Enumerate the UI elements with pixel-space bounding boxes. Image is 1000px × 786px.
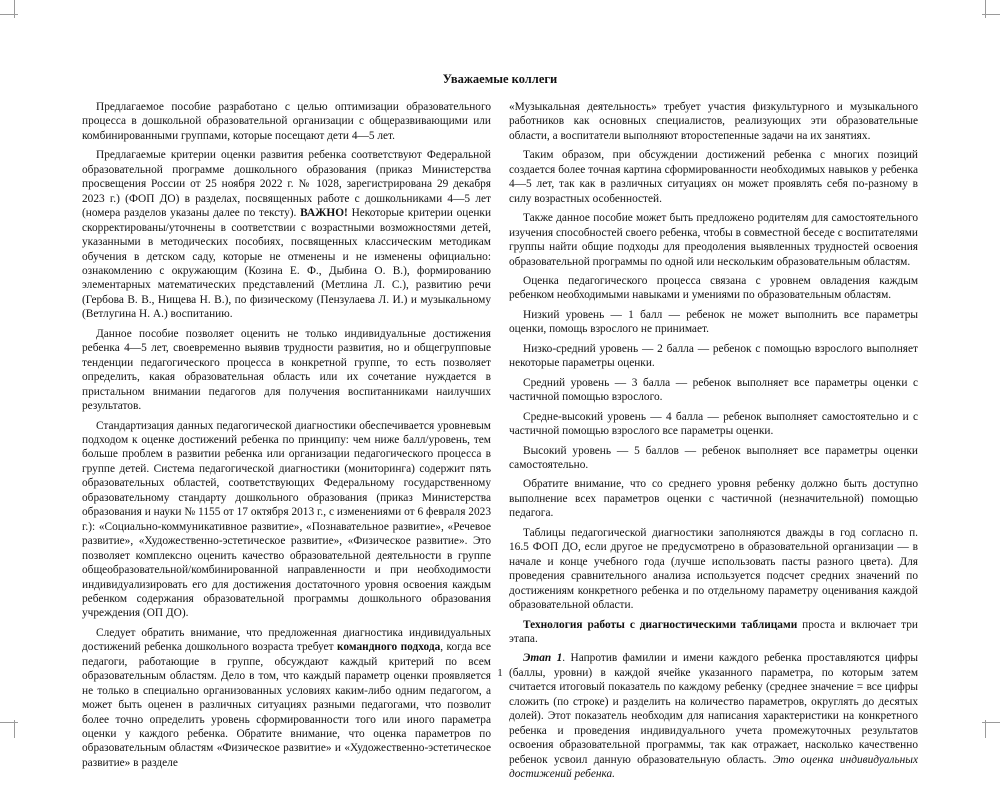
paragraph: Следует обратить внимание, что предложенная диагностика индивидуальных достижений ребенка дошкольного возраста требует командного подхода, когда все педагоги, работающие в группе, обсуждают каждый критерий по всем образовательным областям. Дело в том, что каждый параметр оценки проявляется не только в специально организованных условиях каким-либо одним педагогом, а может быть оценен в различных ситуациях разными педагогами, что позволит более точно определить уровень сформированности того или иного параметра оценки у каждого ребенка. Обратите внимание, что оценка параметров по образовательным областям «Физическое развитие» и «Художественно-эстетическое развитие» в разделе (82, 626, 491, 769)
paragraph: Низко-средний уровень — 2 балла — ребенок с помощью взрослого выполняет некоторые параметры оценки. (509, 342, 918, 370)
paragraph: Средний уровень — 3 балла — ребенок выполняет все параметры оценки с частичной помощью взрослого. (509, 376, 918, 404)
paragraph: Стандартизация данных педагогической диагностики обеспечивается уровневым подходом к оценке достижений ребенка по принципу: чем ниже балл/уровень, тем больше проблем в развитии ребенка или организации педагогического процесса в группе детей. Система педагогической диагностики (мониторинга) содержит пять образовательных областей, соответствующих Федеральному государственному образовательному стандарту дошкольного образования (приказ Министерства образования и науки № 1155 от 17 октября 2013 г., с изменениями от 6 февраля 2023 г.): «Социально-коммуникативное развитие», «Познавательное развитие», «Речевое развитие», «Художественно-эстетическое развитие», «Физическое развитие». Это позволяет комплексно оценить качество образовательной деятельности в группе общеобразовательной/комбинированной направленности и при необходимости индивидуализировать его для достижения достаточного уровня освоения каждым ребенком содержания образовательной программы дошкольного образования учреждения (ОП ДО). (82, 419, 491, 620)
paragraph: Обратите внимание, что со среднего уровня ребенку должно быть доступно выполнение всех параметров оценки с частичной (незначительной) помощью педагога. (509, 478, 918, 520)
crop-mark-bottom-right-v (985, 720, 986, 738)
right-column (509, 100, 918, 786)
crop-mark-top-left-h (0, 14, 18, 15)
page-title: Уважаемые коллеги (442, 72, 558, 86)
paragraph: Низкий уровень — 1 балл — ребенок не может выполнить все параметры оценки, помощь взрослого не принимает. (509, 308, 918, 336)
paragraph: Данное пособие позволяет оценить не только индивидуальные достижения ребенка 4—5 лет, своевременно выявив трудности развития, но и общегрупповые тенденции педагогического процесса в конкретной группе, то есть позволяет определить, какая образовательная область или их сочетание нуждается в пристальном внимании педагогов для получения воспитанниками наилучших результатов. (82, 327, 491, 413)
stage-label: Этап 1 (523, 652, 563, 665)
crop-mark-top-right-v (985, 0, 986, 18)
paragraph: Этап 1. Напротив фамилии и имени каждого ребенка проставляются цифры (баллы, уровни) в каждой ячейке указанного параметра, по которым затем считается итоговый показатель по каждому ребенку (среднее значение = все цифры сложить (по строке) и разделить на количество параметров, округлять до десятых долей). Этот показатель необходим для написания характеристики на конкретного ребенка и проведения индивидуального учета промежуточных результатов освоения образовательной программы, так как отражает, насколько качественно ребенок усвоил данную образовательную область. Это оценка индивидуальных достижений ребенка. (509, 652, 918, 781)
paragraph: «Музыкальная деятельность» требует участия физкультурного и музыкального работников как основных специалистов, реализующих эти образовательные области, а воспитатели выполняют второстепенные задачи на их занятиях. (509, 101, 918, 142)
paragraph: Предлагаемое пособие разработано с целью оптимизации образовательного процесса в дошкольной образовательной организации с общеразвивающими или комбинированными группами, которые посещают дети 4—5 лет. (82, 101, 491, 142)
emphasis-important: ВАЖНО! (300, 207, 348, 220)
paragraph: Таблицы педагогической диагностики заполняются дважды в год согласно п. 16.5 ФОП ДО, если другое не предусмотрено в образовательной организации — в начале и конце учебного года (лучше использовать пасты разного цвета). Для проведения сравнительного анализа используется подсчет средних значений по достижениям конкретного ребенка и по отдельному параметру оценивания каждой образовательной области. (509, 526, 918, 612)
paragraph: Оценка педагогического процесса связана с уровнем овладения каждым ребенком необходимыми навыками и умениями по образовательным областям. (509, 274, 918, 302)
emphasis-individual: Это оценка индивидуальных достижений ребенка. (509, 753, 918, 781)
paragraph: Также данное пособие может быть предложено родителям для самостоятельного изучения способностей своего ребенка, чтобы в совместной беседе с воспитателями группы найти общие подходы для преодоления выявленных трудностей освоения образовательной программы по одной или нескольким образовательным областям. (509, 212, 918, 268)
crop-mark-bottom-left-h (0, 722, 18, 723)
paragraph: Таким образом, при обсуждении достижений ребенка с многих позиций создается более точная картина сформированности необходимых навыков у ребенка 4—5 лет, так как в различных ситуациях он может проявлять себя по-разному в силу возрастных особенностей. (509, 149, 918, 205)
crop-mark-bottom-left-v (14, 720, 15, 738)
paragraph: Предлагаемые критерии оценки развития ребенка соответствуют Федеральной образовательной программе дошкольного образования (приказ Министерства просвещения России от 25 ноября 2022 г. № 1028, зарегистрирована 29 декабря 2023 г.) (ФОП ДО) в разделах, посвященных работе с дошкольниками 4—5 лет (номера разделов указаны далее по тексту). ВАЖНО! Некоторые критерии оценки скорректированы/уточнены в соответствии с возрастными возможностями детей, указанными в методических пособиях, посвященных классическим методикам обучения в детском саду, которые не отменены и не изменены официально: ознакомлению с окружающим (Козина Е. Ф., Дыбина О. В.), формированию элементарных математических представлений (Метлина Л. С.), развитию речи (Гербова В. В., Нищева Н. В.), по физическому (Пензулаева Л. И.) и музыкальному (Ветлугина Н. А.) воспитанию. (82, 149, 492, 321)
paragraph: Средне-высокий уровень — 4 балла — ребенок выполняет самостоятельно и с частичной помощью взрослого все параметры оценки. (509, 410, 918, 438)
emphasis-technology: Технология работы с диагностическими таблицами (523, 618, 798, 631)
emphasis-team-approach: командного подхода (337, 641, 441, 654)
paragraph: Высокий уровень — 5 баллов — ребенок выполняет все параметры оценки самостоятельно. (509, 444, 918, 471)
page-number: 1 (497, 667, 503, 679)
paragraph: Технология работы с диагностическими таблицами проста и включает три этапа. (509, 618, 918, 645)
crop-mark-top-left-v (14, 0, 15, 18)
